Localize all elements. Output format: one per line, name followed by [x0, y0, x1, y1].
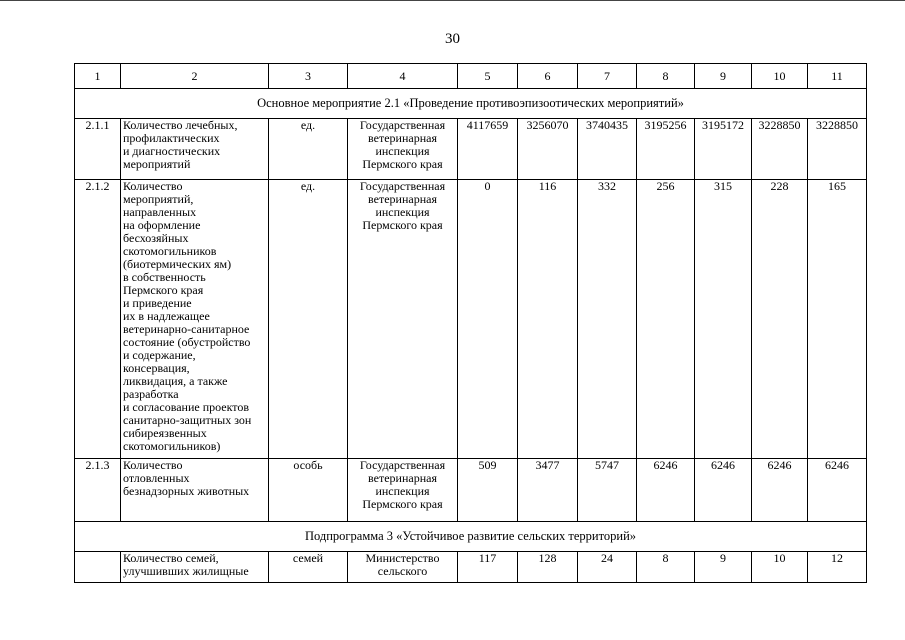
- column-number: 7: [578, 64, 637, 89]
- table-row: [75, 552, 867, 583]
- column-number: 9: [695, 64, 752, 89]
- value-cell: 228: [752, 180, 808, 459]
- column-number: 1: [75, 64, 121, 89]
- value-cell: 0: [458, 180, 518, 459]
- column-number: 2: [121, 64, 269, 89]
- row-number: 2.1.1: [75, 119, 121, 180]
- top-border-line: [0, 0, 905, 1]
- section-title: Основное мероприятие 2.1 «Проведение противоэпизоотических мероприятий»: [75, 89, 867, 119]
- value-cell: 116: [518, 180, 578, 459]
- value-cell: 3256070: [518, 119, 578, 180]
- value-cell: 6246: [637, 459, 695, 522]
- value-cell: 4117659: [458, 119, 518, 180]
- value-cell: 3740435: [578, 119, 637, 180]
- section-title: Подпрограмма 3 «Устойчивое развитие сельских территорий»: [75, 522, 867, 552]
- value-cell: 3228850: [808, 119, 867, 180]
- value-cell: 509: [458, 459, 518, 522]
- value-cell: 256: [637, 180, 695, 459]
- value-cell: 3195256: [637, 119, 695, 180]
- section-row: [75, 522, 867, 552]
- row-number: 2.1.2: [75, 180, 121, 459]
- indicator-name: Количество мероприятий, направленных на оформление бесхозяйных скотомогильников (биотермических ям) в собственность Пермского края и приведение их в надлежащее ветеринарно-санитарное состояние (обустройство и содержание, консервация, ликвидация, а также разработка и согласование проектов санитарно-защитных зон сибиреязвенных скотомогильников): [123, 179, 252, 453]
- value-cell: 6246: [752, 459, 808, 522]
- indicator-name: Количество отловленных безнадзорных животных: [123, 458, 250, 498]
- responsible-party: Государственная ветеринарная инспекция Пермского края: [359, 179, 446, 232]
- responsible-party: Государственная ветеринарная инспекция Пермского края: [359, 118, 446, 171]
- responsible-party: Министерство сельского: [365, 551, 440, 578]
- column-number: 5: [458, 64, 518, 89]
- row-number: 2.1.3: [75, 459, 121, 522]
- value-cell: 3228850: [752, 119, 808, 180]
- table-row: [75, 180, 867, 459]
- value-cell: 3195172: [695, 119, 752, 180]
- unit-of-measure: ед.: [269, 180, 348, 459]
- indicator-name: Количество лечебных, профилактических и диагностических мероприятий: [123, 118, 238, 171]
- value-cell: 165: [808, 180, 867, 459]
- value-cell: 332: [578, 180, 637, 459]
- column-number: 6: [518, 64, 578, 89]
- responsible-party: Государственная ветеринарная инспекция Пермского края: [359, 458, 446, 511]
- value-cell: 315: [695, 180, 752, 459]
- value-cell: 24: [578, 552, 637, 583]
- column-number: 8: [637, 64, 695, 89]
- unit-of-measure: особь: [269, 459, 348, 522]
- value-cell: 9: [695, 552, 752, 583]
- value-cell: 5747: [578, 459, 637, 522]
- column-number-row: [75, 64, 867, 89]
- value-cell: 117: [458, 552, 518, 583]
- row-number: [75, 552, 121, 583]
- column-number: 10: [752, 64, 808, 89]
- value-cell: 8: [637, 552, 695, 583]
- section-row: [75, 89, 867, 119]
- column-number: 11: [808, 64, 867, 89]
- value-cell: 6246: [695, 459, 752, 522]
- value-cell: 10: [752, 552, 808, 583]
- indicator-name: Количество семей, улучшивших жилищные: [123, 551, 249, 578]
- value-cell: 12: [808, 552, 867, 583]
- value-cell: 128: [518, 552, 578, 583]
- value-cell: 3477: [518, 459, 578, 522]
- table-row: [75, 119, 867, 180]
- table-row: [75, 459, 867, 522]
- column-number: 4: [348, 64, 458, 89]
- value-cell: 6246: [808, 459, 867, 522]
- page-number: 30: [445, 31, 460, 47]
- unit-of-measure: ед.: [269, 119, 348, 180]
- indicators-table: [74, 63, 867, 583]
- unit-of-measure: семей: [269, 552, 348, 583]
- column-number: 3: [269, 64, 348, 89]
